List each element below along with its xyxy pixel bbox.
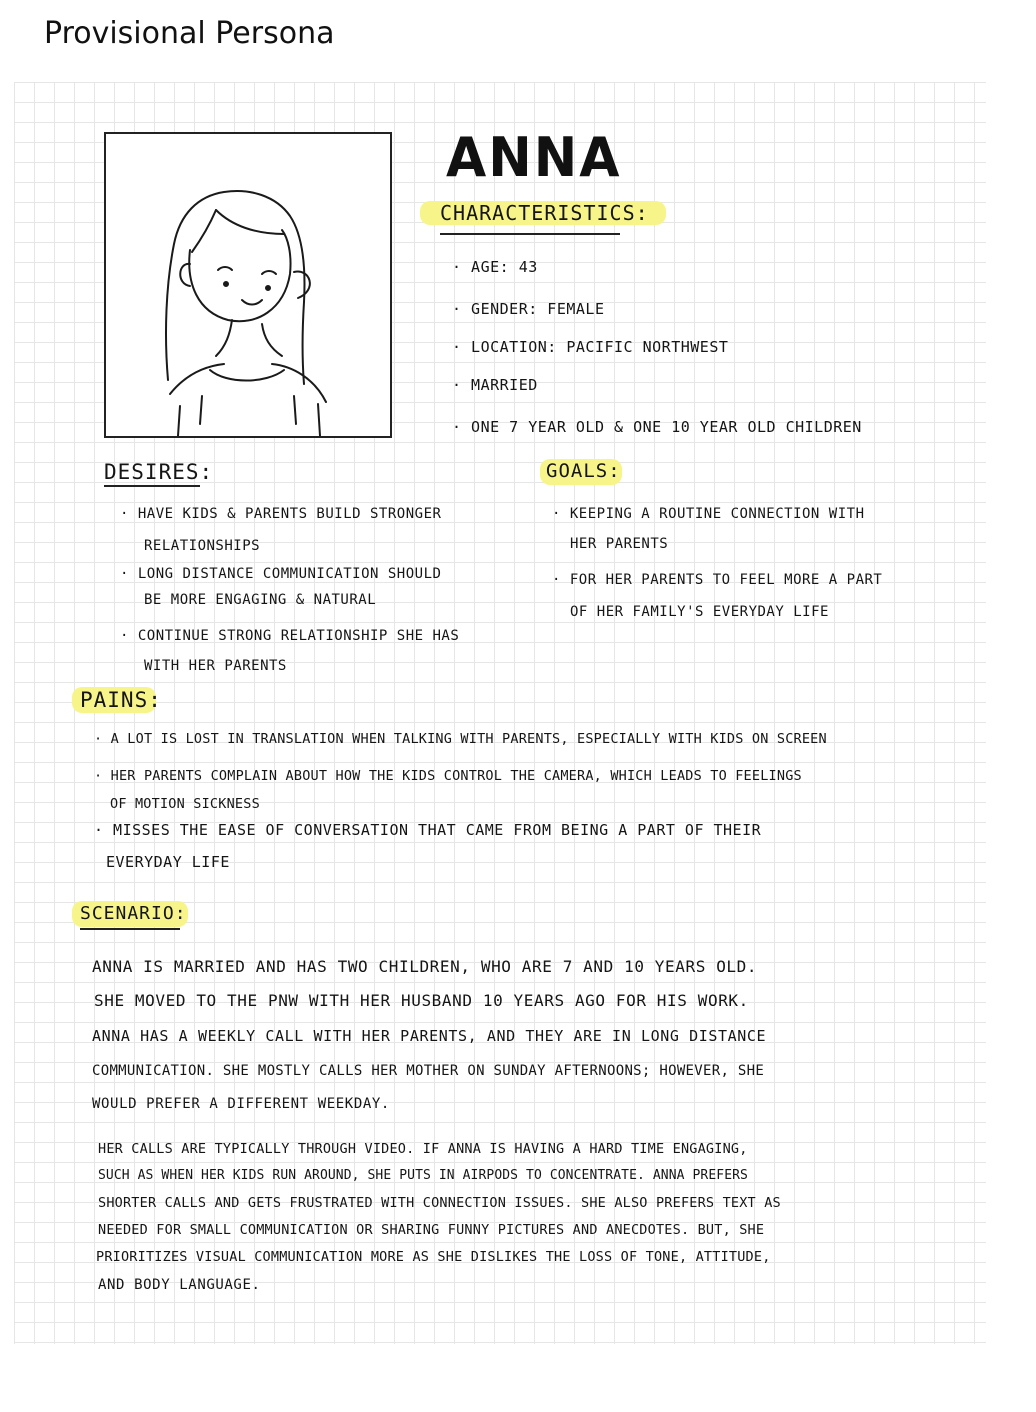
scenario-paragraph2-line: AND BODY LANGUAGE. [98,1277,261,1293]
scenario-paragraph2-line: HER CALLS ARE TYPICALLY THROUGH VIDEO. IF ANNA IS HAVING A HARD TIME ENGAGING, [98,1141,748,1157]
characteristic-children: · ONE 7 YEAR OLD & ONE 10 YEAR OLD CHILDREN [452,418,862,436]
page-title: Provisional Persona [44,16,335,51]
scenario-paragraph2-line: SHORTER CALLS AND GETS FRUSTRATED WITH CONNECTION ISSUES. SHE ALSO PREFERS TEXT AS [98,1195,781,1211]
desires-line: · CONTINUE STRONG RELATIONSHIP SHE HAS [120,628,460,644]
persona-portrait-frame [104,132,392,438]
persona-sketch-illustration [106,134,390,436]
desires-line: WITH HER PARENTS [144,658,287,674]
characteristics-heading: CHARACTERISTICS: [440,201,649,225]
pains-line: · MISSES THE EASE OF CONVERSATION THAT CAME FROM BEING A PART OF THEIR [94,821,762,839]
scenario-paragraph1-line: COMMUNICATION. SHE MOSTLY CALLS HER MOTHER ON SUNDAY AFTERNOONS; HOWEVER, SHE [92,1063,765,1079]
goals-line: OF HER FAMILY'S EVERYDAY LIFE [570,604,829,620]
pains-line: · HER PARENTS COMPLAIN ABOUT HOW THE KIDS CONTROL THE CAMERA, WHICH LEADS TO FEELINGS [94,768,802,784]
pains-heading: PAINS: [80,688,162,712]
goals-line: HER PARENTS [570,536,669,552]
characteristic-age: · AGE: 43 [452,258,538,276]
scenario-paragraph1-line: ANNA IS MARRIED AND HAS TWO CHILDREN, WHO ARE 7 AND 10 YEARS OLD. [92,957,758,976]
scenario-paragraph2-line: PRIORITIZES VISUAL COMMUNICATION MORE AS SHE DISLIKES THE LOSS OF TONE, ATTITUDE, [96,1249,771,1265]
pains-line: OF MOTION SICKNESS [110,796,260,812]
scenario-heading: SCENARIO: [80,903,187,924]
desires-line: RELATIONSHIPS [144,538,261,554]
scenario-paragraph1-line: WOULD PREFER A DIFFERENT WEEKDAY. [92,1096,390,1112]
scenario-paragraph1-line: SHE MOVED TO THE PNW WITH HER HUSBAND 10 YEARS AGO FOR HIS WORK. [94,991,749,1010]
persona-name: ANNA [446,126,622,190]
characteristics-underline [440,233,620,235]
desires-heading: DESIRES: [104,460,214,484]
goals-heading: GOALS: [546,460,621,482]
scenario-paragraph2-line: SUCH AS WHEN HER KIDS RUN AROUND, SHE PUTS IN AIRPODS TO CONCENTRATE. ANNA PREFERS [98,1168,748,1183]
desires-line: · HAVE KIDS & PARENTS BUILD STRONGER [120,506,442,522]
goals-line: · KEEPING A ROUTINE CONNECTION WITH [552,506,865,522]
characteristic-gender: · GENDER: FEMALE [452,300,605,318]
scenario-underline [80,928,180,930]
pains-line: EVERYDAY LIFE [106,853,230,871]
scenario-paragraph1-line: ANNA HAS A WEEKLY CALL WITH HER PARENTS, AND THEY ARE IN LONG DISTANCE [92,1027,767,1045]
characteristic-location: · LOCATION: PACIFIC NORTHWEST [452,338,729,356]
desires-underline [104,485,200,487]
goals-line: · FOR HER PARENTS TO FEEL MORE A PART [552,572,883,588]
desires-line: BE MORE ENGAGING & NATURAL [144,592,377,608]
desires-line: · LONG DISTANCE COMMUNICATION SHOULD [120,566,442,582]
characteristic-married: · MARRIED [452,376,538,394]
scenario-paragraph2-line: NEEDED FOR SMALL COMMUNICATION OR SHARING FUNNY PICTURES AND ANECDOTES. BUT, SHE [98,1222,765,1238]
pains-line: · A LOT IS LOST IN TRANSLATION WHEN TALKING WITH PARENTS, ESPECIALLY WITH KIDS ON SCREEN [94,731,827,747]
